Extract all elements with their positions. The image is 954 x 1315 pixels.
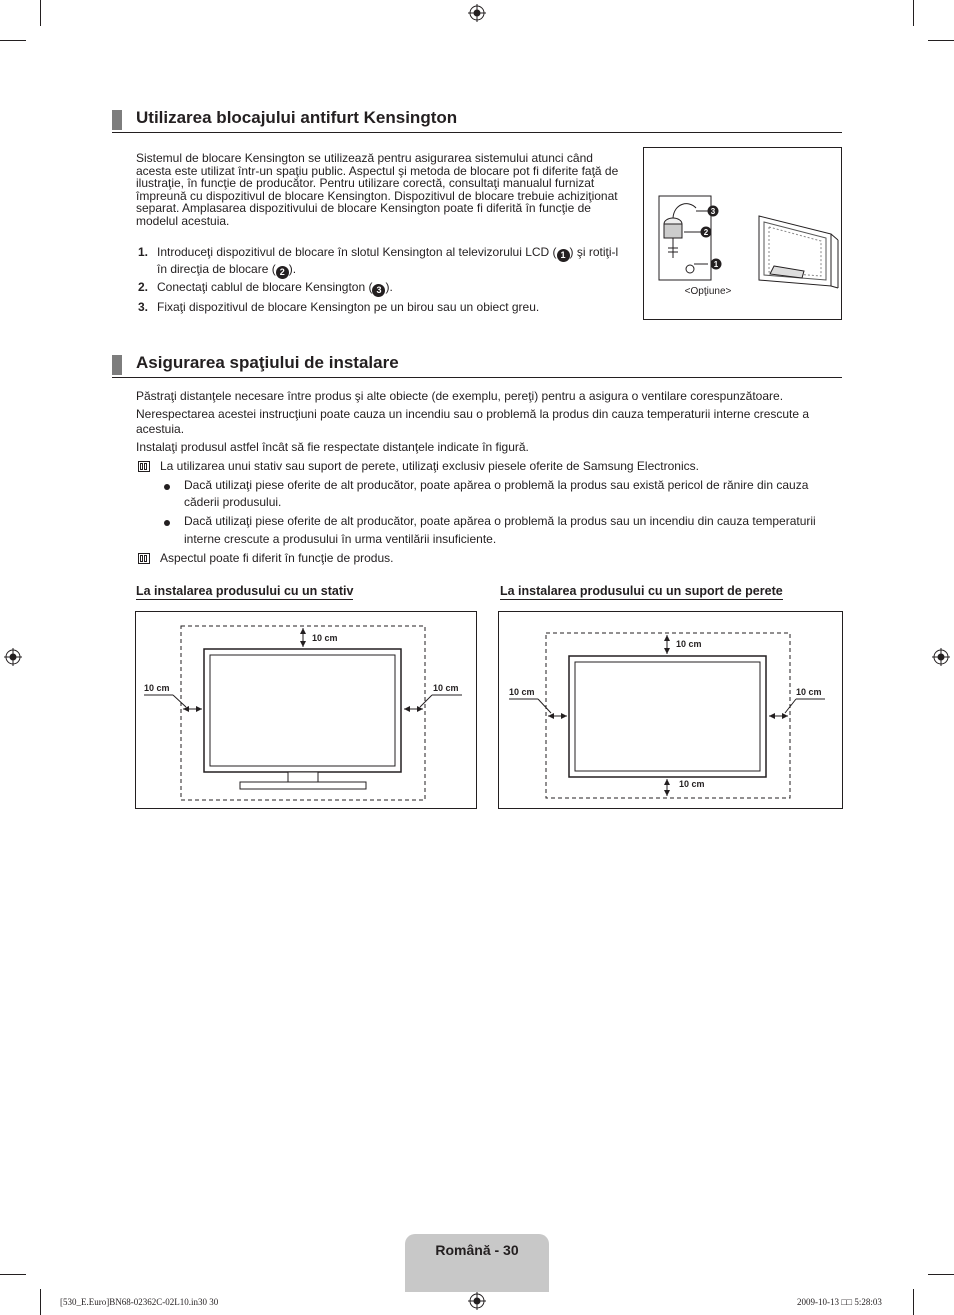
print-datetime: 2009-10-13 □□ 5:28:03 — [797, 1297, 882, 1307]
clearance-top-label: 10 cm — [312, 633, 338, 643]
heading-bar — [112, 110, 122, 130]
registration-mark-icon — [932, 648, 950, 666]
marker-2: 2 — [276, 266, 289, 279]
stand-figure — [135, 611, 477, 809]
bullet-icon — [164, 484, 170, 490]
step-number: 1. — [138, 245, 149, 259]
paragraph: Păstraţi distanţele necesare între produs şi alte obiecte (de exemplu, pereţi) pentru a asigura o ventilare corespunzătoare. — [136, 389, 784, 403]
crop-mark — [0, 40, 26, 41]
step-text: ). — [385, 280, 393, 294]
clearance-left-label: 10 cm — [509, 687, 535, 697]
crop-mark — [40, 0, 41, 26]
marker-1: 1 — [557, 249, 570, 262]
paragraph: Instalaţi produsul astfel încât să fie respectate distanţele indicate în figură. — [136, 440, 529, 454]
step-text: în direcţia de blocare ( — [157, 262, 276, 276]
note-icon — [138, 461, 150, 472]
stand-heading: La instalarea produsului cu un stativ — [136, 584, 354, 598]
note-text: La utilizarea unui stativ sau suport de perete, utilizaţi exclusiv piesele oferite de Samsung Electronics. — [160, 459, 699, 473]
clearance-right-label: 10 cm — [433, 683, 459, 693]
clearance-top-label: 10 cm — [676, 639, 702, 649]
section-title: Utilizarea blocajului antifurt Kensington — [136, 108, 458, 127]
crop-mark — [928, 40, 954, 41]
registration-mark-icon — [4, 648, 22, 666]
kensington-figure — [643, 147, 842, 320]
clearance-left-label: 10 cm — [144, 683, 170, 693]
step-3 — [138, 300, 630, 316]
bullet-text: interne crescute a produsului în urma ventilării insuficiente. — [184, 532, 497, 546]
paragraph: acestuia. — [136, 422, 185, 436]
registration-mark-icon — [468, 4, 486, 22]
marker-3: 3 — [372, 284, 385, 297]
step-text-line — [157, 245, 635, 262]
section-heading — [112, 108, 842, 133]
clearance-bottom-label: 10 cm — [679, 779, 705, 789]
registration-mark-icon — [468, 1292, 486, 1310]
crop-mark — [40, 1289, 41, 1315]
figure-caption: <Opţiune> — [684, 286, 732, 297]
note-icon — [138, 553, 150, 564]
step-number: 2. — [138, 280, 149, 294]
step-text: Fixaţi dispozitivul de blocare Kensington pe un birou sau un obiect greu. — [157, 300, 540, 314]
clearance-right-label: 10 cm — [796, 687, 822, 697]
bullet-text: căderii produsului. — [184, 495, 282, 509]
step-1 — [138, 245, 630, 277]
callout-1: 1 — [713, 260, 719, 269]
wall-heading: La instalarea produsului cu un suport de perete — [500, 584, 783, 598]
page-number-tab — [405, 1234, 549, 1292]
bullet-icon — [164, 520, 170, 526]
section-heading — [112, 353, 842, 378]
bullet-text: Dacă utilizaţi piese oferite de alt producător, poate apărea o problemă la produs sau un incendiu din cauza temperaturii — [184, 514, 816, 528]
section-title: Asigurarea spaţiului de instalare — [136, 353, 399, 372]
step-text: ) şi rotiţi-l — [569, 245, 619, 259]
crop-mark — [0, 1274, 26, 1275]
file-slug: [530_E.Euro]BN68-02362C-02L10.in30 30 — [60, 1297, 219, 1307]
wall-figure — [498, 611, 843, 809]
crop-mark — [913, 0, 914, 26]
callout-3: 3 — [710, 207, 716, 216]
crop-mark — [928, 1274, 954, 1275]
wall-mount-clearance-diagram — [499, 612, 842, 808]
bullet-text: Dacă utilizaţi piese oferite de alt producător, poate apărea o problemă la produs sau există pericol de rănire din cauza — [184, 478, 809, 492]
step-text-line — [157, 262, 635, 279]
step-text: Conectaţi cablul de blocare Kensington ( — [157, 280, 373, 294]
crop-mark — [913, 1289, 914, 1315]
stand-clearance-diagram — [136, 612, 476, 808]
step-number: 3. — [138, 300, 149, 314]
page-number: Română - 30 — [435, 1242, 519, 1258]
callout-2: 2 — [703, 228, 709, 237]
paragraph: Nerespectarea acestei instrucţiuni poate cauza un incendiu sau o problemă la produs din cauza temperaturii interne crescute a — [136, 407, 810, 421]
step-text: Introduceţi dispozitivul de blocare în slotul Kensington al televizorului LCD ( — [157, 245, 557, 259]
step-text: ). — [288, 262, 297, 276]
kensington-intro: Sistemul de blocare Kensington se utilizează pentru asigurarea sistemului atunci când acesta este utilizat într-un spaţiu public. Aspectul şi metoda de blocare pot fi diferite faţă de ilustraţie, în funcţie de producător. Pentru utilizare corectă, consultaţi manualul furnizat împreună cu dispozitivul de blocare Kensington. Dispozitivul de blocare trebuie achiziţionat separat. Amplasarea dispozitivului de blocare Kensington poate fi diferită în funcţie de modelul acestuia. — [136, 151, 619, 228]
step-2 — [138, 280, 630, 296]
heading-bar — [112, 355, 122, 375]
note-text: Aspectul poate fi diferit în funcţie de produs. — [160, 551, 394, 565]
